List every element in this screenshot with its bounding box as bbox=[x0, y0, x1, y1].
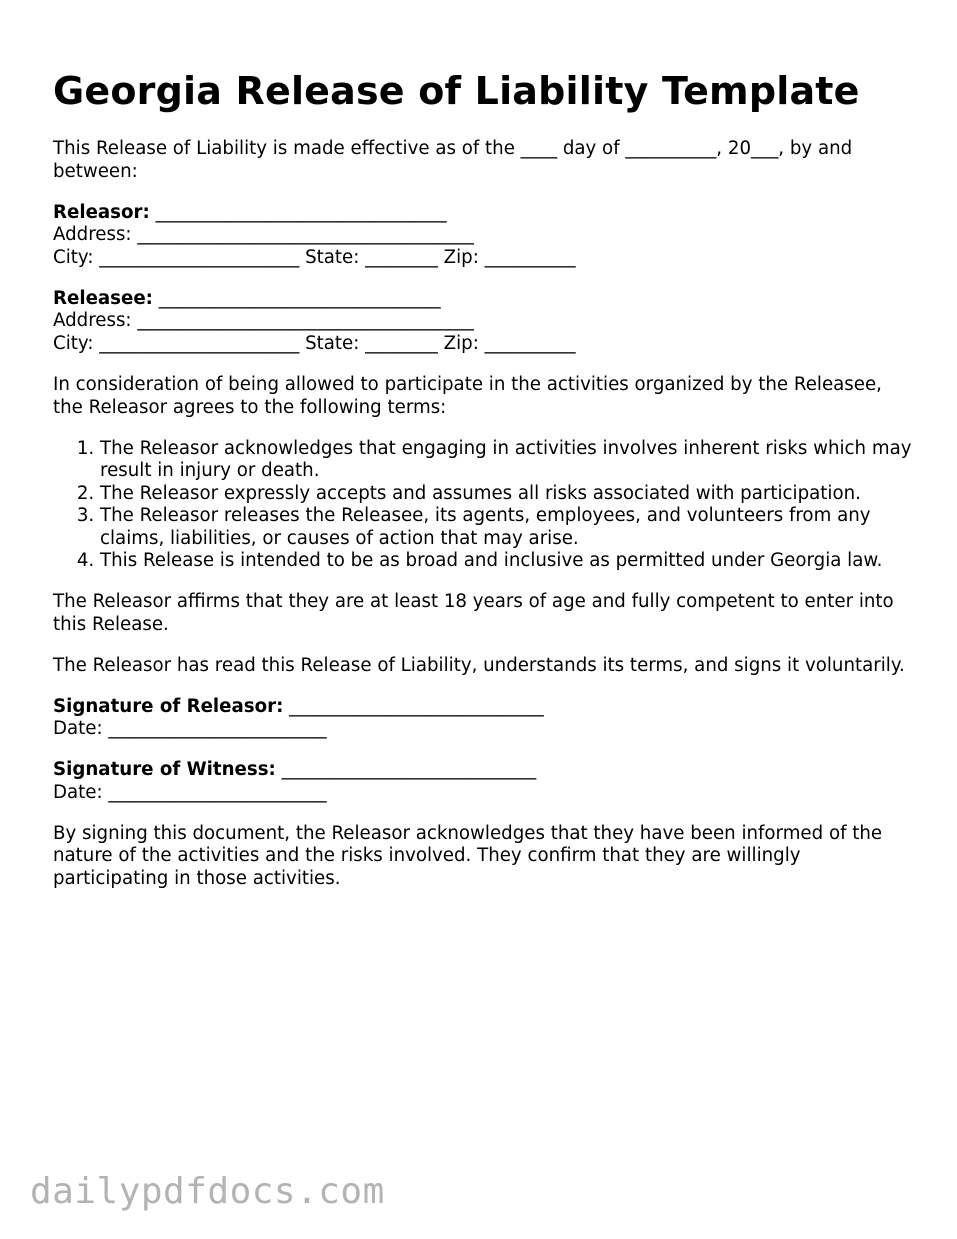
witness-signature-blank: ____________________________ bbox=[275, 759, 537, 780]
document-title: Georgia Release of Liability Template bbox=[53, 69, 860, 113]
releasor-address-row: Address: _____________________________________ bbox=[53, 224, 474, 245]
releasor-date-row: Date: ________________________ bbox=[53, 718, 327, 739]
affirmation-paragraph: The Releasor affirms that they are at least 18 years of age and fully competent to enter into this Release. bbox=[53, 591, 894, 635]
releasor-name-row bbox=[53, 202, 913, 225]
witness-signature-label: Signature of Witness: bbox=[53, 759, 276, 780]
releasor-city-row: City: ______________________ State: ________ Zip: __________ bbox=[53, 246, 576, 268]
terms-list bbox=[53, 438, 913, 573]
witness-signature-row bbox=[53, 759, 913, 782]
releasor-signature-block bbox=[53, 696, 913, 741]
term-item: 4. This Release is intended to be as broad and inclusive as permitted under Georgia law. bbox=[100, 550, 913, 573]
releasor-name-blank: ________________________________ bbox=[149, 201, 447, 223]
read-statement-paragraph: The Releasor has read this Release of Liability, understands its terms, and signs it voluntarily. bbox=[53, 654, 905, 676]
releasee-city-row: City: ______________________ State: ________ Zip: __________ bbox=[53, 332, 576, 354]
releasee-address-row: Address: _____________________________________ bbox=[53, 310, 474, 331]
witness-signature-block bbox=[53, 759, 913, 804]
term-item: 3. The Releasor releases the Releasee, its agents, employees, and volunteers from any claims, liabilities, or causes of action that may arise. bbox=[100, 505, 913, 550]
closing-paragraph: By signing this document, the Releasor acknowledges that they have been informed of the nature of the activities and the risks involved. They confirm that they are willingly participating in those activities. bbox=[53, 822, 883, 889]
consideration-paragraph: In consideration of being allowed to participate in the activities organized by the Releasee, the Releasor agrees to the following terms: bbox=[53, 374, 882, 418]
document-page bbox=[53, 66, 913, 890]
releasor-block bbox=[53, 202, 913, 270]
releasor-signature-blank: ____________________________ bbox=[283, 695, 544, 717]
releasee-block bbox=[53, 288, 913, 356]
witness-date-row: Date: ________________________ bbox=[53, 781, 327, 803]
releasor-signature-row bbox=[53, 696, 913, 719]
releasor-label: Releasor: bbox=[53, 201, 150, 223]
intro-paragraph: This Release of Liability is made effective as of the ____ day of __________, 20___, by and between: bbox=[53, 138, 853, 182]
term-item: 2. The Releasor expressly accepts and assumes all risks associated with participation. bbox=[100, 483, 913, 506]
releasor-signature-label: Signature of Releasor: bbox=[53, 695, 284, 717]
term-item: 1. The Releasor acknowledges that engaging in activities involves inherent risks which may result in injury or death. bbox=[100, 438, 913, 483]
releasee-name-blank: _______________________________ bbox=[152, 287, 441, 309]
releasee-name-row bbox=[53, 288, 913, 311]
watermark-text: dailypdfdocs.com bbox=[30, 1171, 385, 1212]
releasee-label: Releasee: bbox=[53, 287, 153, 309]
